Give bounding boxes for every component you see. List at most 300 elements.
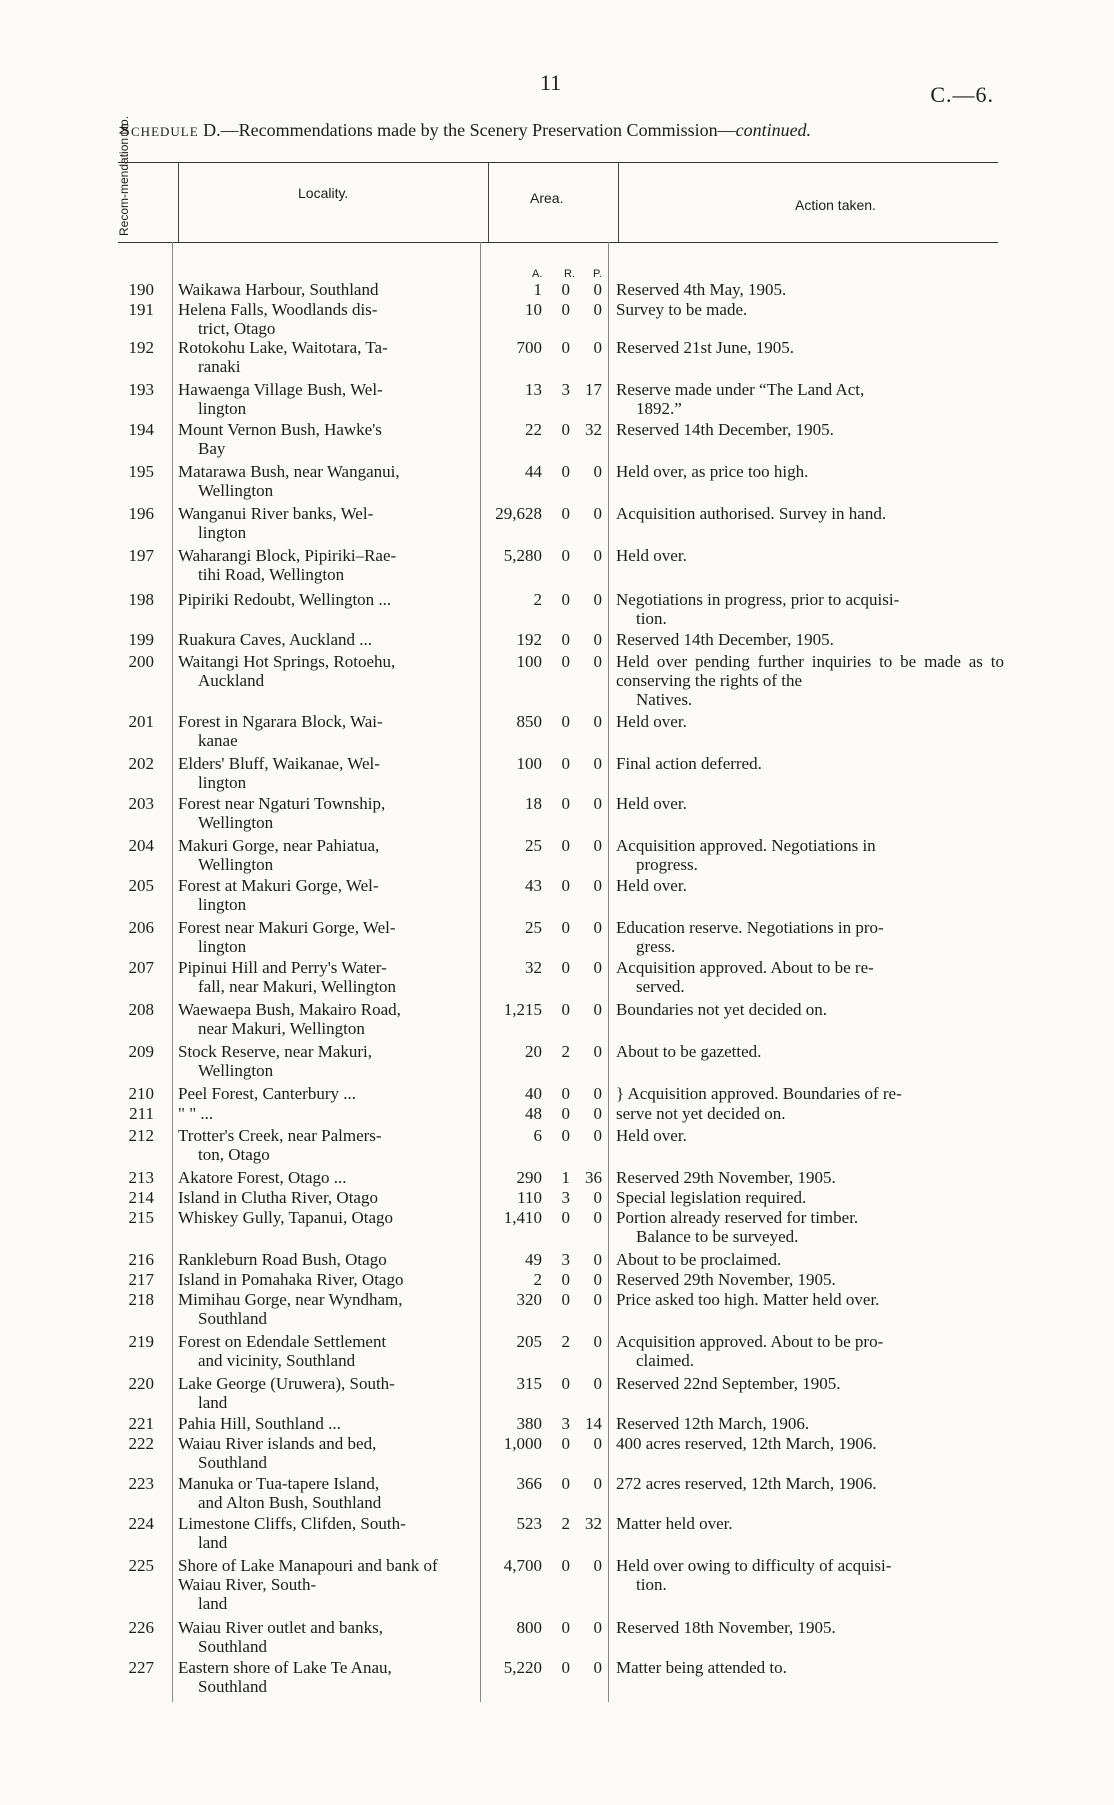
action-cell — [616, 1084, 1004, 1103]
area-roods: 3 — [561, 1414, 570, 1433]
locality-cell — [178, 504, 478, 542]
action-continuation: progress. — [636, 855, 698, 874]
rec-number: 213 — [128, 1168, 154, 1187]
area-acres: 192 — [516, 630, 542, 649]
area-perches: 0 — [593, 1556, 602, 1575]
action-line: About to be gazetted. — [616, 1042, 762, 1061]
rec-number: 217 — [128, 1270, 154, 1289]
action-line: Reserved 22nd September, 1905. — [616, 1374, 841, 1393]
locality-line: Wanganui River banks, Wel- — [178, 504, 374, 523]
action-line: serve not yet decided on. — [616, 1104, 786, 1123]
area-perches: 0 — [593, 1250, 602, 1269]
area-roods: 0 — [561, 280, 570, 299]
action-continuation: gress. — [636, 937, 676, 956]
locality-cell — [178, 1618, 478, 1656]
action-cell — [616, 380, 1004, 418]
action-line: Portion already reserved for timber. — [616, 1208, 859, 1227]
area-roods: 0 — [561, 1104, 570, 1123]
area-acres: 2 — [533, 1270, 542, 1289]
action-cell — [616, 1126, 1004, 1145]
area-roods: 0 — [561, 462, 570, 481]
rec-number: 205 — [128, 876, 154, 895]
locality-line: " " ... — [178, 1104, 214, 1123]
rec-number: 208 — [128, 1000, 154, 1019]
locality-continuation: ranaki — [198, 357, 241, 376]
area-acres: 5,220 — [503, 1658, 542, 1677]
action-line: Acquisition approved. About to be re- — [616, 958, 874, 977]
action-line: Reserve made under “The Land Act, — [616, 380, 865, 399]
area-roods: 2 — [561, 1332, 570, 1351]
rec-number: 206 — [128, 918, 154, 937]
locality-line: Waiau River outlet and banks, — [178, 1618, 383, 1637]
area-perches: 0 — [593, 1208, 602, 1227]
locality-continuation: Bay — [198, 439, 226, 458]
action-line: Held over. — [616, 876, 687, 895]
area-roods: 0 — [561, 794, 570, 813]
locality-line: Lake George (Uruwera), South- — [178, 1374, 395, 1393]
action-cell — [616, 1290, 1004, 1309]
locality-continuation: Southland — [198, 1677, 267, 1696]
unit-acres: A. — [532, 268, 543, 280]
area-perches: 0 — [593, 546, 602, 565]
locality-line: Hawaenga Village Bush, Wel- — [178, 380, 383, 399]
area-acres: 110 — [517, 1188, 542, 1207]
area-roods: 0 — [561, 1270, 570, 1289]
locality-continuation: kanae — [198, 731, 238, 750]
action-cell — [616, 1000, 1004, 1019]
area-roods: 0 — [561, 338, 570, 357]
area-perches: 0 — [593, 1188, 602, 1207]
action-continuation: tion. — [636, 609, 667, 628]
area-perches: 32 — [585, 420, 602, 439]
page-number: 11 — [540, 70, 562, 95]
area-roods: 0 — [561, 504, 570, 523]
rec-number: 197 — [128, 546, 154, 565]
locality-cell — [178, 712, 478, 750]
rec-number: 194 — [128, 420, 154, 439]
locality-line: Peel Forest, Canterbury ... — [178, 1084, 356, 1103]
body-divider-locality — [172, 242, 173, 1702]
rec-number: 191 — [128, 300, 154, 319]
locality-continuation: Southland — [198, 1309, 267, 1328]
rec-number: 214 — [128, 1188, 154, 1207]
locality-cell — [178, 280, 478, 299]
table-top-rule — [118, 162, 998, 163]
action-line: Held over. — [616, 712, 687, 731]
area-roods: 0 — [561, 1556, 570, 1575]
locality-continuation: ton, Otago — [198, 1145, 270, 1164]
locality-cell — [178, 1000, 478, 1038]
area-acres: 523 — [516, 1514, 542, 1533]
area-acres: 1 — [533, 280, 542, 299]
area-roods: 0 — [561, 590, 570, 609]
locality-cell — [178, 1168, 478, 1187]
locality-line: Makuri Gorge, near Pahiatua, — [178, 836, 380, 855]
locality-line: Matarawa Bush, near Wanganui, — [178, 462, 400, 481]
area-acres: 205 — [516, 1332, 542, 1351]
locality-line: Rankleburn Road Bush, Otago — [178, 1250, 387, 1269]
action-cell — [616, 462, 1004, 481]
locality-line: Pipiriki Redoubt, Wellington ... — [178, 590, 392, 609]
locality-cell — [178, 1084, 478, 1103]
area-perches: 0 — [593, 280, 602, 299]
locality-cell — [178, 1042, 478, 1080]
action-cell — [616, 280, 1004, 299]
action-continuation: tion. — [636, 1575, 667, 1594]
action-line: Reserved 12th March, 1906. — [616, 1414, 810, 1433]
area-roods: 0 — [561, 836, 570, 855]
locality-line: Waiau River islands and bed, — [178, 1434, 377, 1453]
locality-continuation: and Alton Bush, Southland — [198, 1493, 382, 1512]
locality-line: Island in Clutha River, Otago — [178, 1188, 378, 1207]
locality-cell — [178, 1658, 478, 1696]
area-roods: 0 — [561, 1084, 570, 1103]
area-acres: 366 — [516, 1474, 542, 1493]
locality-cell — [178, 754, 478, 792]
locality-line: Pahia Hill, Southland ... — [178, 1414, 341, 1433]
action-cell — [616, 1188, 1004, 1207]
area-roods: 1 — [561, 1168, 570, 1187]
area-acres: 850 — [516, 712, 542, 731]
locality-continuation: Wellington — [198, 855, 274, 874]
locality-line: Forest near Ngaturi Township, — [178, 794, 386, 813]
area-roods: 0 — [561, 1434, 570, 1453]
area-perches: 0 — [593, 1270, 602, 1289]
locality-line: Mount Vernon Bush, Hawke's — [178, 420, 382, 439]
locality-cell — [178, 338, 478, 376]
action-cell — [616, 1434, 1004, 1453]
action-cell — [616, 918, 1004, 956]
area-acres: 290 — [516, 1168, 542, 1187]
area-perches: 0 — [593, 1474, 602, 1493]
area-perches: 0 — [593, 1332, 602, 1351]
action-line: Held over pending further inquiries to be made as to conserving the rights of the — [616, 652, 1004, 690]
area-acres: 20 — [525, 1042, 542, 1061]
locality-cell — [178, 1126, 478, 1164]
action-cell — [616, 1514, 1004, 1533]
action-cell — [616, 836, 1004, 874]
area-acres: 2 — [533, 590, 542, 609]
rec-number: 222 — [128, 1434, 154, 1453]
action-line: Held over owing to difficulty of acquisi- — [616, 1556, 892, 1575]
area-roods: 0 — [561, 652, 570, 671]
locality-continuation: Auckland — [198, 671, 265, 690]
area-roods: 0 — [561, 300, 570, 319]
locality-cell — [178, 836, 478, 874]
locality-cell — [178, 918, 478, 956]
rec-number: 225 — [128, 1556, 154, 1575]
rec-number: 216 — [128, 1250, 154, 1269]
locality-continuation: lington — [198, 399, 247, 418]
area-acres: 320 — [516, 1290, 542, 1309]
area-perches: 14 — [585, 1414, 602, 1433]
action-cell — [616, 1414, 1004, 1433]
locality-cell — [178, 1434, 478, 1472]
rec-number: 190 — [128, 280, 154, 299]
unit-roods: R. — [564, 268, 575, 280]
area-acres: 10 — [525, 300, 542, 319]
locality-cell — [178, 1270, 478, 1289]
area-roods: 0 — [561, 1618, 570, 1637]
action-cell — [616, 958, 1004, 996]
action-line: Reserved 4th May, 1905. — [616, 280, 787, 299]
area-perches: 0 — [593, 1290, 602, 1309]
action-cell — [616, 630, 1004, 649]
action-cell — [616, 1270, 1004, 1289]
locality-cell — [178, 590, 478, 609]
area-acres: 315 — [516, 1374, 542, 1393]
column-divider-2 — [488, 162, 489, 242]
action-line: Held over, as price too high. — [616, 462, 809, 481]
action-line: Reserved 14th December, 1905. — [616, 420, 834, 439]
body-divider-action — [608, 242, 609, 1702]
locality-cell — [178, 876, 478, 914]
locality-cell — [178, 1104, 478, 1123]
action-line: Special legislation required. — [616, 1188, 807, 1207]
area-perches: 0 — [593, 1434, 602, 1453]
action-line: Held over. — [616, 1126, 687, 1145]
locality-continuation: lington — [198, 523, 247, 542]
area-acres: 380 — [516, 1414, 542, 1433]
action-cell — [616, 652, 1004, 709]
rec-number: 200 — [128, 652, 154, 671]
area-roods: 2 — [561, 1514, 570, 1533]
locality-line: Eastern shore of Lake Te Anau, — [178, 1658, 392, 1677]
rec-number: 221 — [128, 1414, 154, 1433]
action-line: Held over. — [616, 546, 687, 565]
area-acres: 700 — [516, 338, 542, 357]
action-line: Reserved 18th November, 1905. — [616, 1618, 836, 1637]
action-line: 272 acres reserved, 12th March, 1906. — [616, 1474, 877, 1493]
locality-continuation: land — [198, 1393, 228, 1412]
area-perches: 0 — [593, 754, 602, 773]
locality-cell — [178, 794, 478, 832]
rec-number: 226 — [128, 1618, 154, 1637]
action-cell — [616, 338, 1004, 357]
area-roods: 0 — [561, 546, 570, 565]
area-roods: 0 — [561, 958, 570, 977]
locality-cell — [178, 300, 478, 338]
area-acres: 800 — [516, 1618, 542, 1637]
area-perches: 0 — [593, 918, 602, 937]
action-cell — [616, 1618, 1004, 1637]
area-perches: 0 — [593, 1042, 602, 1061]
locality-line: Forest on Edendale Settlement — [178, 1332, 387, 1351]
locality-continuation: Southland — [198, 1453, 267, 1472]
locality-cell — [178, 1250, 478, 1269]
area-roods: 0 — [561, 630, 570, 649]
locality-continuation: Wellington — [198, 813, 274, 832]
action-line: Acquisition authorised. Survey in hand. — [616, 504, 887, 523]
area-roods: 3 — [561, 1250, 570, 1269]
area-perches: 0 — [593, 462, 602, 481]
locality-line: Trotter's Creek, near Palmers- — [178, 1126, 382, 1145]
area-perches: 0 — [593, 504, 602, 523]
area-perches: 0 — [593, 1084, 602, 1103]
area-roods: 3 — [561, 380, 570, 399]
action-cell — [616, 1208, 1004, 1246]
area-roods: 0 — [561, 1374, 570, 1393]
locality-cell — [178, 420, 478, 458]
locality-continuation: land — [198, 1594, 228, 1613]
action-cell — [616, 1374, 1004, 1393]
locality-line: Waewaepa Bush, Makairo Road, — [178, 1000, 401, 1019]
locality-continuation: near Makuri, Wellington — [198, 1019, 365, 1038]
rec-number: 215 — [128, 1208, 154, 1227]
locality-line: Forest in Ngarara Block, Wai- — [178, 712, 383, 731]
document-reference: C.—6. — [930, 82, 994, 107]
area-roods: 0 — [561, 420, 570, 439]
area-acres: 1,410 — [503, 1208, 542, 1227]
schedule-prefix: Schedule — [120, 120, 199, 140]
rec-number: 209 — [128, 1042, 154, 1061]
rec-number: 204 — [128, 836, 154, 855]
locality-cell — [178, 1514, 478, 1552]
rec-number: 203 — [128, 794, 154, 813]
rec-number: 192 — [128, 338, 154, 357]
area-acres: 100 — [516, 652, 542, 671]
locality-line: Pipinui Hill and Perry's Water- — [178, 958, 387, 977]
locality-cell — [178, 958, 478, 996]
rec-number: 207 — [128, 958, 154, 977]
action-continuation: Balance to be surveyed. — [636, 1227, 799, 1246]
area-perches: 0 — [593, 652, 602, 671]
locality-cell — [178, 1474, 478, 1512]
locality-cell — [178, 1556, 478, 1613]
rec-number: 223 — [128, 1474, 154, 1493]
rec-number: 201 — [128, 712, 154, 731]
action-line: Education reserve. Negotiations in pro- — [616, 918, 884, 937]
locality-continuation: land — [198, 1533, 228, 1552]
action-cell — [616, 1104, 1004, 1123]
area-acres: 6 — [533, 1126, 542, 1145]
area-roods: 0 — [561, 1126, 570, 1145]
schedule-title — [120, 120, 1008, 141]
rec-number: 193 — [128, 380, 154, 399]
locality-line: Island in Pomahaka River, Otago — [178, 1270, 404, 1289]
area-acres: 49 — [525, 1250, 542, 1269]
locality-cell — [178, 462, 478, 500]
area-acres: 44 — [525, 462, 542, 481]
area-acres: 32 — [525, 958, 542, 977]
header-bottom-rule — [118, 242, 998, 243]
area-perches: 17 — [585, 380, 602, 399]
locality-continuation: Wellington — [198, 1061, 274, 1080]
area-acres: 43 — [525, 876, 542, 895]
area-perches: 0 — [593, 1374, 602, 1393]
locality-line: Elders' Bluff, Waikanae, Wel- — [178, 754, 380, 773]
action-cell — [616, 1658, 1004, 1677]
area-perches: 0 — [593, 338, 602, 357]
rec-number: 224 — [128, 1514, 154, 1533]
action-cell — [616, 1042, 1004, 1061]
column-header-locality: Locality. — [298, 185, 349, 201]
area-acres: 5,280 — [503, 546, 542, 565]
action-cell — [616, 794, 1004, 813]
locality-line: Mimihau Gorge, near Wyndham, — [178, 1290, 403, 1309]
locality-continuation: Southland — [198, 1637, 267, 1656]
action-continuation: served. — [636, 977, 685, 996]
locality-line: Waharangi Block, Pipiriki–Rae- — [178, 546, 397, 565]
rec-number: 227 — [128, 1658, 154, 1677]
action-line: } Acquisition approved. Boundaries of re- — [616, 1084, 902, 1103]
action-cell — [616, 1332, 1004, 1370]
rec-number: 218 — [128, 1290, 154, 1309]
locality-cell — [178, 380, 478, 418]
action-cell — [616, 420, 1004, 439]
action-cell — [616, 1556, 1004, 1594]
area-perches: 0 — [593, 958, 602, 977]
locality-line: Limestone Cliffs, Clifden, South- — [178, 1514, 406, 1533]
rec-number: 199 — [128, 630, 154, 649]
area-acres: 25 — [525, 918, 542, 937]
rec-number: 198 — [128, 590, 154, 609]
action-continuation: Natives. — [636, 690, 693, 709]
area-roods: 0 — [561, 1474, 570, 1493]
locality-continuation: and vicinity, Southland — [198, 1351, 356, 1370]
action-line: Reserved 29th November, 1905. — [616, 1270, 836, 1289]
action-cell — [616, 1474, 1004, 1493]
area-perches: 0 — [593, 836, 602, 855]
action-line: About to be proclaimed. — [616, 1250, 782, 1269]
action-cell — [616, 1250, 1004, 1269]
locality-line: Manuka or Tua-tapere Island, — [178, 1474, 380, 1493]
rec-number: 212 — [128, 1126, 154, 1145]
action-cell — [616, 590, 1004, 628]
action-line: Acquisition approved. About to be pro- — [616, 1332, 884, 1351]
area-roods: 2 — [561, 1042, 570, 1061]
action-line: Survey to be made. — [616, 300, 748, 319]
area-roods: 0 — [561, 1658, 570, 1677]
area-perches: 0 — [593, 1126, 602, 1145]
action-continuation: 1892.” — [636, 399, 682, 418]
unit-perches: P. — [593, 268, 602, 280]
area-perches: 0 — [593, 712, 602, 731]
area-perches: 0 — [593, 794, 602, 813]
action-cell — [616, 300, 1004, 319]
area-perches: 32 — [585, 1514, 602, 1533]
locality-continuation: tihi Road, Wellington — [198, 565, 345, 584]
action-continuation: claimed. — [636, 1351, 695, 1370]
locality-line: Waikawa Harbour, Southland — [178, 280, 379, 299]
action-line: Held over. — [616, 794, 687, 813]
area-roods: 0 — [561, 1000, 570, 1019]
column-divider-3 — [618, 162, 619, 242]
area-acres: 22 — [525, 420, 542, 439]
rec-number: 202 — [128, 754, 154, 773]
action-line: Reserved 21st June, 1905. — [616, 338, 795, 357]
column-header-action: Action taken. — [795, 197, 876, 213]
rec-number: 195 — [128, 462, 154, 481]
area-roods: 3 — [561, 1188, 570, 1207]
locality-continuation: fall, near Makuri, Wellington — [198, 977, 397, 996]
action-line: Reserved 29th November, 1905. — [616, 1168, 836, 1187]
locality-cell — [178, 546, 478, 584]
area-perches: 0 — [593, 300, 602, 319]
area-roods: 0 — [561, 876, 570, 895]
locality-cell — [178, 1332, 478, 1370]
action-cell — [616, 712, 1004, 731]
area-acres: 48 — [525, 1104, 542, 1123]
rec-no-label: Recom-mendation No. — [117, 115, 131, 236]
area-perches: 0 — [593, 1104, 602, 1123]
area-acres: 25 — [525, 836, 542, 855]
rec-number: 220 — [128, 1374, 154, 1393]
rec-number: 211 — [129, 1104, 154, 1123]
column-header-area: Area. — [530, 190, 564, 206]
rec-number: 196 — [128, 504, 154, 523]
action-line: Matter being attended to. — [616, 1658, 787, 1677]
